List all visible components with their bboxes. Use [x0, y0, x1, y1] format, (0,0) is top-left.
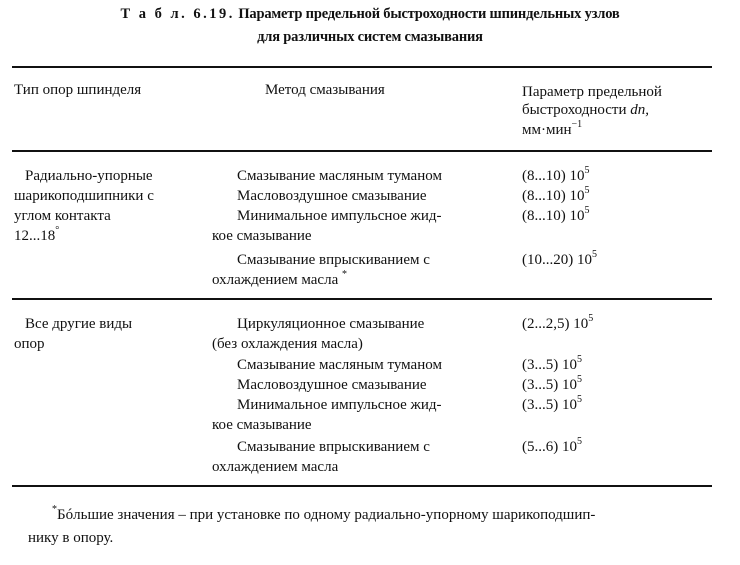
method-g2-r5-line1: Смазывание впрыскиванием с — [237, 439, 430, 455]
footnote-text-line1: Бóльшие значения – при установке по одному радиально-упорному шарикоподшип- — [57, 507, 596, 523]
header-speed-param-line2 — [522, 100, 649, 120]
method-g2-r2: Смазывание масляным туманом — [237, 357, 442, 373]
header-units-text: мм·мин — [522, 122, 572, 138]
group1-angle: 12...18 — [14, 228, 56, 244]
group1-support-line1: Радиально-упорные — [25, 168, 153, 184]
group1-support-line4 — [14, 226, 59, 246]
header-bottom-rule — [12, 150, 712, 152]
method-g2-r4-line2: кое смазывание — [212, 417, 312, 433]
value-g2-r4-base: (3...5) 10 — [522, 397, 577, 413]
value-g2-r1 — [522, 314, 593, 334]
method-g2-r1-line2: (без охлаждения масла) — [212, 336, 363, 352]
group1-degree: ° — [55, 225, 60, 236]
value-g1-r2 — [522, 186, 590, 206]
group2-support-line2: опор — [14, 336, 45, 352]
method-g1-r2: Масловоздушное смазывание — [237, 188, 427, 204]
header-speed-word: быстроходности — [522, 102, 627, 118]
value-g2-r5-exp: 5 — [577, 436, 582, 447]
method-g2-r1-line1: Циркуляционное смазывание — [237, 316, 425, 332]
table-bottom-rule — [12, 485, 712, 487]
table-title — [0, 6, 740, 23]
value-g2-r3-base: (3...5) 10 — [522, 377, 577, 393]
method-g1-r3-line2: кое смазывание — [212, 228, 312, 244]
value-g2-r2 — [522, 355, 582, 375]
value-g2-r3 — [522, 375, 582, 395]
group-separator-rule — [12, 298, 712, 300]
value-g2-r5-base: (5...6) 10 — [522, 439, 577, 455]
table-label: Т а б л. 6.19. — [120, 6, 235, 22]
header-support-type: Тип опор шпинделя — [14, 82, 142, 98]
group2-support-line1: Все другие виды — [25, 316, 133, 332]
method-g1-r4-line1: Смазывание впрыскиванием с — [237, 252, 430, 268]
header-units-exp: −1 — [571, 119, 583, 130]
footnote-line2: нику в опору. — [28, 530, 114, 546]
value-g1-r2-base: (8...10) 10 — [522, 188, 585, 204]
value-g1-r4 — [522, 250, 597, 270]
footnote-line1 — [52, 504, 596, 524]
value-g1-r2-exp: 5 — [584, 185, 590, 196]
table-top-rule — [12, 66, 712, 68]
value-g1-r4-exp: 5 — [592, 249, 597, 260]
group1-support-line3: углом контакта — [14, 208, 111, 224]
footnote-ref-star: * — [341, 269, 347, 280]
value-g1-r1 — [522, 166, 590, 186]
value-g2-r2-base: (3...5) 10 — [522, 357, 577, 373]
value-g1-r1-exp: 5 — [584, 165, 590, 176]
header-speed-param-line1: Параметр предельной — [522, 84, 662, 100]
value-g1-r1-base: (8...10) 10 — [522, 168, 585, 184]
method-g2-r5-line2: охлаждением масла — [212, 459, 339, 475]
value-g1-r3 — [522, 206, 590, 226]
value-g2-r5 — [522, 437, 582, 457]
table-title-line2: для различных систем смазывания — [257, 29, 483, 45]
value-g2-r2-exp: 5 — [577, 354, 582, 365]
value-g2-r4-exp: 5 — [577, 394, 582, 405]
value-g1-r3-exp: 5 — [584, 205, 590, 216]
method-g1-r1: Смазывание масляным туманом — [237, 168, 442, 184]
header-dn-symbol: dn, — [630, 102, 650, 118]
header-speed-units — [522, 120, 582, 140]
value-g1-r4-base: (10...20) 10 — [522, 252, 592, 268]
method-g1-r4-line2 — [212, 270, 347, 290]
value-g2-r1-base: (2...2,5) 10 — [522, 316, 589, 332]
value-g2-r3-exp: 5 — [577, 374, 582, 385]
value-g1-r3-base: (8...10) 10 — [522, 208, 585, 224]
method-g1-r4-line2-text: охлаждением масла — [212, 272, 339, 288]
value-g2-r1-exp: 5 — [588, 313, 594, 324]
group1-support-line2: шарикоподшипники с — [14, 188, 154, 204]
method-g2-r4-line1: Минимальное импульсное жид- — [237, 397, 442, 413]
method-g2-r3: Масловоздушное смазывание — [237, 377, 427, 393]
table-title-line1: Параметр предельной быстроходности шпиндельных узлов — [238, 6, 620, 22]
method-g1-r3-line1: Минимальное импульсное жид- — [237, 208, 442, 224]
value-g2-r4 — [522, 395, 582, 415]
header-lubrication-method: Метод смазывания — [265, 82, 385, 98]
footnote-star: * — [52, 504, 57, 515]
